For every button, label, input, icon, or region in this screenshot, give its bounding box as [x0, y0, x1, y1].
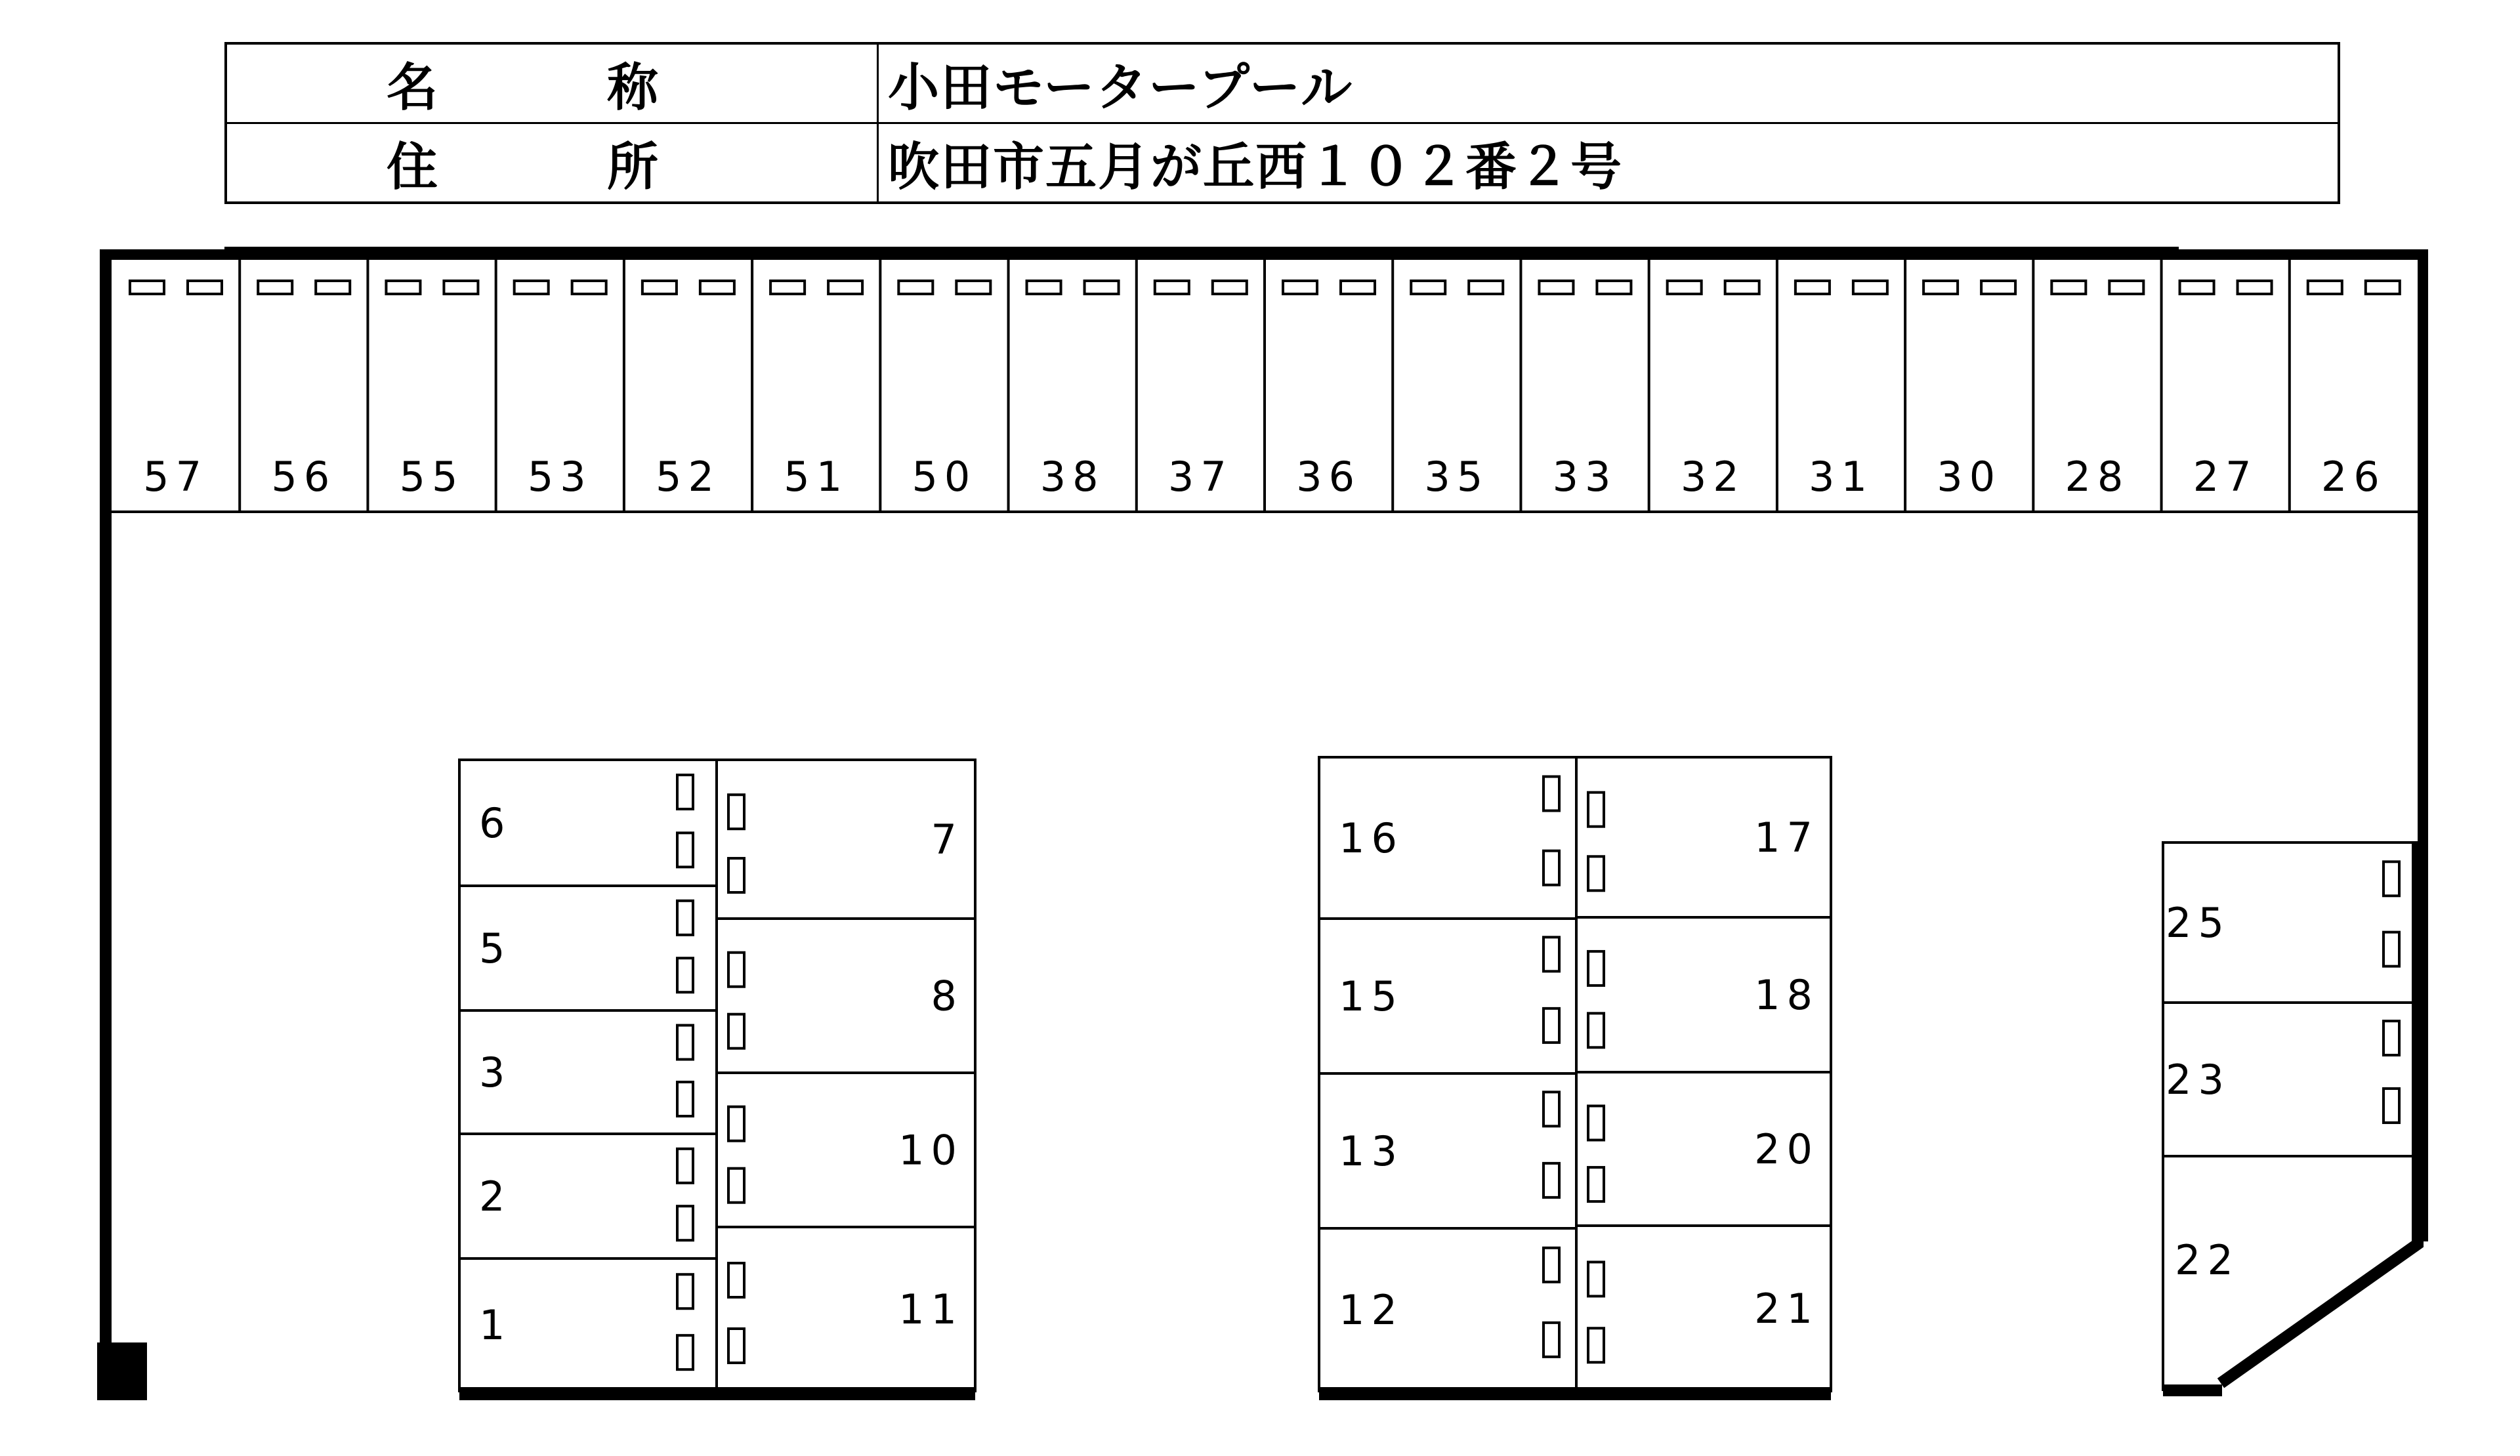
- wheel-stop-marker: [1027, 281, 1061, 294]
- stall-number: 1: [479, 1301, 512, 1349]
- wheel-stop-marker: [642, 281, 677, 294]
- wheel-stop-marker: [1796, 281, 1830, 294]
- wheel-stop-marker: [2238, 281, 2272, 294]
- stall-52: [624, 260, 734, 512]
- stall-number: 22: [2175, 1236, 2240, 1284]
- stall-13: [1319, 1073, 1576, 1197]
- stall-number: 50: [912, 453, 977, 501]
- stall-10: [717, 1073, 975, 1203]
- stall-number: 2: [479, 1173, 512, 1220]
- wheel-stop-marker: [1544, 777, 1559, 811]
- stall-number: 13: [1339, 1127, 1404, 1175]
- stall-number: 36: [1296, 453, 1362, 501]
- stall-number: 56: [271, 453, 337, 501]
- stall-number: 6: [479, 799, 512, 847]
- stall-36: [1265, 260, 1375, 512]
- name-label: 名 称: [226, 43, 878, 123]
- stall-number: 32: [1680, 453, 1746, 501]
- wheel-stop-marker: [728, 858, 744, 892]
- wheel-stop-marker: [1213, 281, 1247, 294]
- wheel-stop-marker: [1544, 851, 1559, 885]
- wheel-stop-marker: [700, 281, 734, 294]
- stall-23: [2163, 1003, 2418, 1123]
- wheel-stop-marker: [2109, 281, 2143, 294]
- wheel-stop-marker: [728, 1169, 744, 1203]
- wheel-stop-marker: [1588, 856, 1604, 890]
- stall-number: 33: [1552, 453, 1618, 501]
- wheel-stop-marker: [677, 1026, 693, 1060]
- wheel-stop-marker: [728, 1329, 744, 1363]
- stall-53: [496, 260, 606, 512]
- stall-17: [1588, 793, 1819, 891]
- stall-number: 30: [1937, 453, 2002, 501]
- stall-number: 51: [784, 453, 849, 501]
- stall-number: 23: [2166, 1056, 2231, 1104]
- stall-number: 27: [2193, 453, 2258, 501]
- stall-26: [2290, 260, 2400, 512]
- stall-37: [1137, 260, 1247, 512]
- wheel-stop-marker: [572, 281, 606, 294]
- wheel-stop-marker: [2366, 281, 2400, 294]
- stall-51: [752, 260, 862, 512]
- stall-number: 57: [143, 453, 209, 501]
- block-left-stalls: [459, 760, 975, 1400]
- wheel-stop-marker: [828, 281, 862, 294]
- name-value: 小田モータープール: [878, 43, 2340, 123]
- wheel-stop-marker: [677, 1335, 693, 1369]
- stall-50: [880, 260, 990, 512]
- wheel-stop-marker: [1981, 281, 2015, 294]
- stall-number: 3: [479, 1049, 512, 1096]
- wheel-stop-marker: [1588, 1106, 1604, 1140]
- stall-number: 52: [656, 453, 721, 501]
- wheel-stop-marker: [956, 281, 990, 294]
- stall-33: [1521, 260, 1631, 512]
- stall-5: [459, 886, 717, 992]
- stall-number: 11: [898, 1285, 963, 1333]
- stall-6: [479, 775, 693, 867]
- wheel-stop-marker: [728, 1263, 744, 1297]
- wheel-stop-marker: [2384, 1021, 2399, 1055]
- stall-number: 31: [1809, 453, 1874, 501]
- stall-number: 7: [931, 816, 963, 863]
- address-label: 住 所: [226, 123, 878, 203]
- wheel-stop-marker: [1539, 281, 1573, 294]
- curb-bar: [2163, 1384, 2222, 1396]
- wheel-stop-marker: [2308, 281, 2342, 294]
- stall-18: [1576, 917, 1831, 1047]
- wheel-stop-marker: [1588, 951, 1604, 986]
- wheel-stop-marker: [2180, 281, 2214, 294]
- wheel-stop-marker: [1544, 1323, 1559, 1357]
- wheel-stop-marker: [677, 775, 693, 809]
- block-right-stalls: [2163, 842, 2418, 1396]
- wheel-stop-marker: [1668, 281, 1702, 294]
- stall-2: [459, 1134, 717, 1240]
- wheel-stop-marker: [898, 281, 933, 294]
- stall-1: [459, 1258, 717, 1369]
- top-row-stalls: [112, 260, 2418, 512]
- block-center-stalls: [1319, 757, 1831, 1400]
- wheel-stop-marker: [728, 1014, 744, 1049]
- wheel-stop-marker: [1283, 281, 1317, 294]
- stall-20: [1576, 1072, 1831, 1201]
- wheel-stop-marker: [130, 281, 164, 294]
- wheel-stop-marker: [1341, 281, 1375, 294]
- stall-21: [1576, 1226, 1831, 1362]
- stall-55: [368, 260, 478, 512]
- stall-38: [1009, 260, 1119, 512]
- wheel-stop-marker: [1544, 1092, 1559, 1126]
- stall-number: 37: [1167, 453, 1233, 501]
- stall-7: [728, 795, 963, 892]
- wheel-stop-marker: [728, 795, 744, 829]
- wheel-stop-marker: [258, 281, 292, 294]
- wheel-stop-marker: [1725, 281, 1759, 294]
- wheel-stop-marker: [1588, 1167, 1604, 1201]
- wheel-stop-marker: [677, 1082, 693, 1116]
- stall-number: 15: [1339, 972, 1404, 1020]
- stall-25: [2166, 862, 2399, 966]
- stall-number: 38: [1040, 453, 1105, 501]
- wheel-stop-marker: [2384, 862, 2399, 896]
- stall-number: 16: [1339, 814, 1404, 862]
- stall-12: [1319, 1228, 1576, 1357]
- wheel-stop-marker: [677, 1149, 693, 1183]
- stall-8: [717, 919, 975, 1049]
- wheel-stop-marker: [677, 833, 693, 867]
- curb-bar: [1319, 1387, 1831, 1400]
- stall-number: 28: [2065, 453, 2130, 501]
- wheel-stop-marker: [1544, 1009, 1559, 1043]
- wheel-stop-marker: [1597, 281, 1631, 294]
- stall-15: [1319, 919, 1576, 1043]
- wheel-stop-marker: [2384, 1089, 2399, 1123]
- wheel-stop-marker: [1544, 1248, 1559, 1282]
- wheel-stop-marker: [2384, 932, 2399, 967]
- wheel-stop-marker: [2051, 281, 2086, 294]
- stall-28: [2033, 260, 2143, 512]
- stall-number: 5: [479, 925, 512, 972]
- stall-number: 12: [1339, 1286, 1404, 1334]
- stall-number: 10: [898, 1126, 963, 1175]
- wheel-stop-marker: [1544, 937, 1559, 971]
- wheel-stop-marker: [444, 281, 478, 294]
- wheel-stop-marker: [1411, 281, 1445, 294]
- wheel-stop-marker: [728, 953, 744, 987]
- wheel-stop-marker: [677, 1206, 693, 1240]
- wheel-stop-marker: [728, 1107, 744, 1141]
- stall-56: [240, 260, 350, 512]
- stall-35: [1393, 260, 1503, 512]
- stall-32: [1649, 260, 1759, 512]
- stall-number: 8: [931, 972, 963, 1020]
- wheel-stop-marker: [677, 958, 693, 992]
- stall-number: 18: [1754, 971, 1819, 1019]
- stall-31: [1777, 260, 1887, 512]
- stall-27: [2162, 260, 2272, 512]
- wheel-stop-marker: [1085, 281, 1119, 294]
- wheel-stop-marker: [316, 281, 350, 294]
- stall-11: [717, 1227, 975, 1363]
- stall-3: [459, 1010, 717, 1116]
- wheel-stop-marker: [386, 281, 420, 294]
- stall-number: 21: [1754, 1285, 1819, 1333]
- wheel-stop-marker: [1923, 281, 1958, 294]
- stall-number: 20: [1754, 1125, 1819, 1173]
- stall-30: [1905, 260, 2015, 512]
- wheel-stop-marker: [1588, 1328, 1604, 1362]
- wheel-stop-marker: [1853, 281, 1887, 294]
- stall-number: 25: [2166, 899, 2231, 947]
- lot-boundary: [97, 249, 2428, 1400]
- wheel-stop-marker: [1544, 1163, 1559, 1197]
- stall-number: 55: [399, 453, 465, 501]
- wheel-stop-marker: [188, 281, 222, 294]
- wheel-stop-marker: [770, 281, 805, 294]
- stall-number: 53: [527, 453, 593, 501]
- wheel-stop-marker: [514, 281, 549, 294]
- stall-16: [1339, 777, 1559, 885]
- wheel-stop-marker: [1469, 281, 1503, 294]
- wheel-stop-marker: [677, 1274, 693, 1308]
- wheel-stop-marker: [677, 901, 693, 935]
- stall-number: 35: [1424, 453, 1490, 501]
- wheel-stop-marker: [1588, 793, 1604, 827]
- stall-number: 17: [1754, 814, 1819, 862]
- stall-number: 26: [2320, 453, 2386, 501]
- curb-bar: [459, 1387, 975, 1400]
- wheel-stop-marker: [1588, 1262, 1604, 1296]
- address-value: 吹田市五月が丘西１０２番２号: [878, 123, 2340, 203]
- wheel-stop-marker: [1155, 281, 1189, 294]
- stall-57: [130, 281, 222, 501]
- wheel-stop-marker: [1588, 1013, 1604, 1047]
